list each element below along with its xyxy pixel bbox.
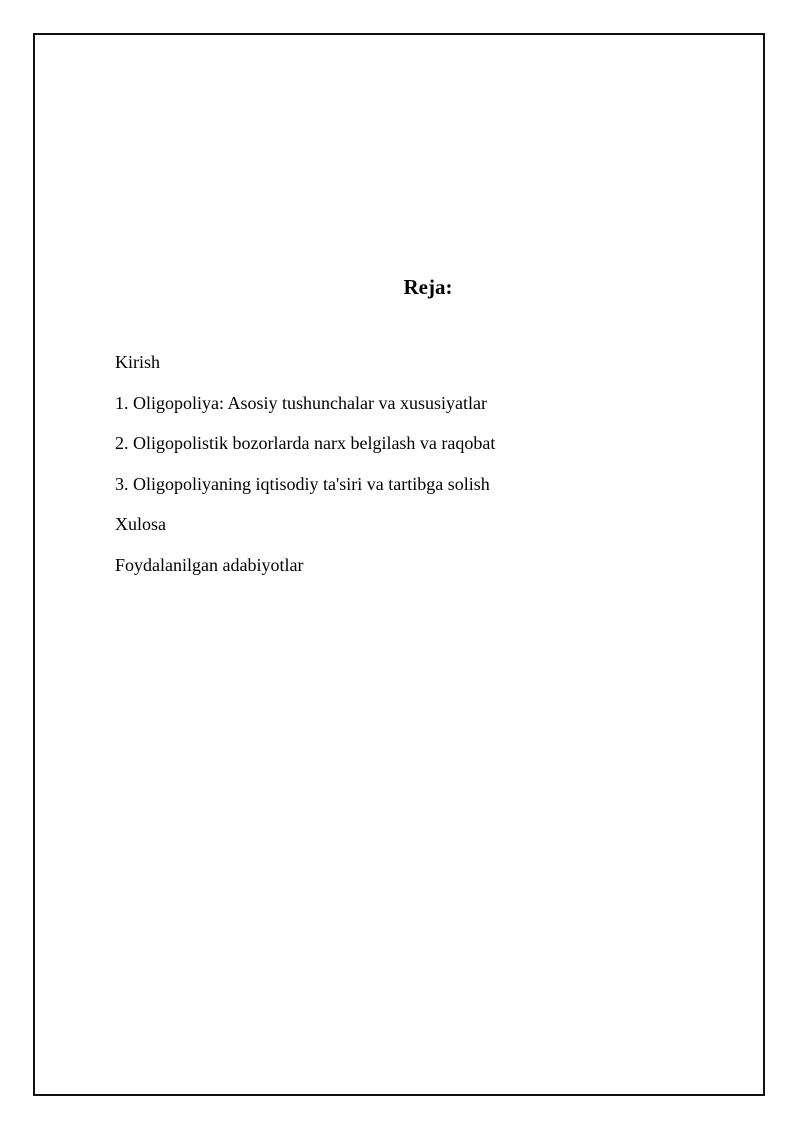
toc-item-2: 2. Oligopolistik bozorlarda narx belgilash va raqobat — [115, 433, 496, 454]
toc-item-kirish: Kirish — [115, 352, 160, 372]
toc-item-1: 1. Oligopoliya: Asosiy tushunchalar va xususiyatlar — [115, 392, 487, 413]
page-title: Reja: — [403, 275, 453, 299]
toc-item-3: 3. Oligopoliyaning iqtisodiy ta'siri va tartibga solish — [115, 473, 490, 494]
table-of-contents — [115, 352, 495, 596]
toc-item-xulosa: Xulosa — [115, 514, 166, 535]
toc-item-adabiyotlar: Foydalanilgan adabiyotlar — [115, 554, 304, 575]
